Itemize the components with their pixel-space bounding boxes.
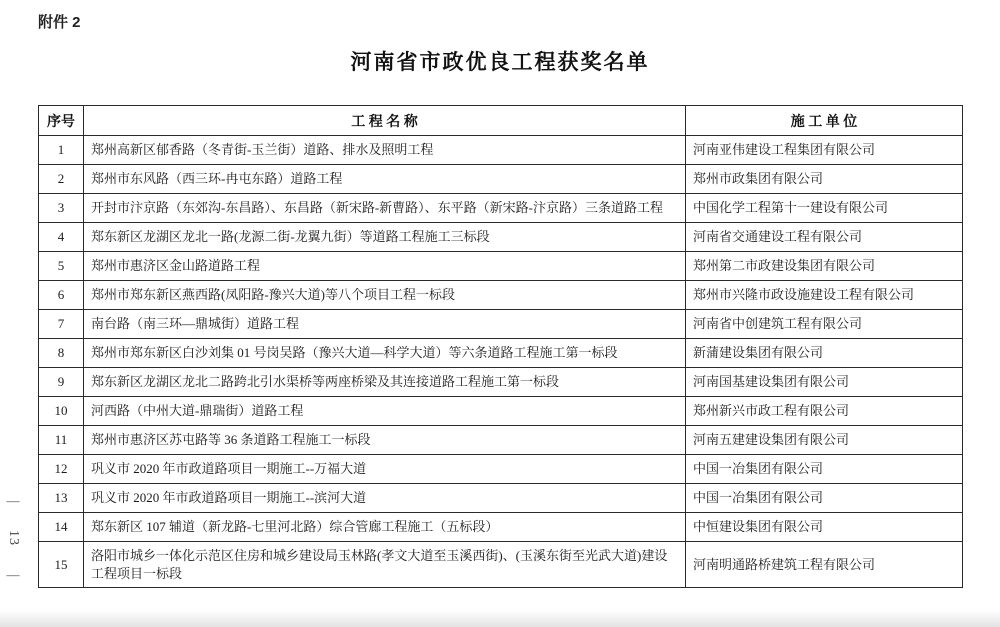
awards-table [38, 105, 963, 588]
table-row [39, 310, 963, 339]
margin-page-number [2, 493, 24, 582]
project-name: 洛阳市城乡一体化示范区住房和城乡建设局玉林路(孝文大道至玉溪西街)、(玉溪东街至光武大道)建设工程项目一标段 [84, 542, 686, 588]
table-row [39, 252, 963, 281]
serial-number: 9 [39, 368, 84, 397]
table-row [39, 426, 963, 455]
project-name: 郑东新区龙湖区龙北二路跨北引水渠桥等两座桥梁及其连接道路工程施工第一标段 [84, 368, 686, 397]
table-row [39, 223, 963, 252]
table-row [39, 542, 963, 588]
table-row [39, 281, 963, 310]
serial-number: 6 [39, 281, 84, 310]
project-name: 郑东新区 107 辅道（新龙路-七里河北路）综合管廊工程施工（五标段） [84, 513, 686, 542]
project-name: 河西路（中州大道-鼎瑞街）道路工程 [84, 397, 686, 426]
table-row [39, 513, 963, 542]
serial-number: 13 [39, 484, 84, 513]
table-row [39, 136, 963, 165]
construction-unit: 河南明通路桥建筑工程有限公司 [686, 542, 963, 588]
page-title: 河南省市政优良工程获奖名单 [350, 51, 650, 74]
construction-unit: 郑州第二市政建设集团有限公司 [686, 252, 963, 281]
page-number-dash-top: — [6, 493, 20, 508]
table-row [39, 397, 963, 426]
serial-number: 15 [39, 542, 84, 588]
serial-number: 2 [39, 165, 84, 194]
header-project-name: 工 程 名 称 [84, 106, 686, 136]
construction-unit: 河南五建建设集团有限公司 [686, 426, 963, 455]
project-name: 郑州高新区郁香路（冬青街-玉兰街）道路、排水及照明工程 [84, 136, 686, 165]
project-name: 郑州市郑东新区燕西路(凤阳路-豫兴大道)等八个项目工程一标段 [84, 281, 686, 310]
page-number: 13 [6, 530, 21, 546]
construction-unit: 郑州新兴市政工程有限公司 [686, 397, 963, 426]
serial-number: 5 [39, 252, 84, 281]
project-name: 南台路（南三环—鼎城街）道路工程 [84, 310, 686, 339]
construction-unit: 中国一冶集团有限公司 [686, 455, 963, 484]
serial-number: 12 [39, 455, 84, 484]
table-row [39, 368, 963, 397]
construction-unit: 中国一冶集团有限公司 [686, 484, 963, 513]
serial-number: 10 [39, 397, 84, 426]
project-name: 巩义市 2020 年市政道路项目一期施工--万福大道 [84, 455, 686, 484]
construction-unit: 郑州市兴隆市政设施建设工程有限公司 [686, 281, 963, 310]
table-row [39, 165, 963, 194]
serial-number: 11 [39, 426, 84, 455]
table-row [39, 194, 963, 223]
serial-number: 14 [39, 513, 84, 542]
project-name: 巩义市 2020 年市政道路项目一期施工--滨河大道 [84, 484, 686, 513]
project-name: 郑州市惠济区苏屯路等 36 条道路工程施工一标段 [84, 426, 686, 455]
project-name: 郑东新区龙湖区龙北一路(龙源二街-龙翼九街）等道路工程施工三标段 [84, 223, 686, 252]
construction-unit: 中国化学工程第十一建设有限公司 [686, 194, 963, 223]
page-number-dash-bottom: — [6, 567, 20, 582]
header-construction-unit: 施 工 单 位 [686, 106, 963, 136]
serial-number: 7 [39, 310, 84, 339]
serial-number: 4 [39, 223, 84, 252]
construction-unit: 中恒建设集团有限公司 [686, 513, 963, 542]
construction-unit: 河南亚伟建设工程集团有限公司 [686, 136, 963, 165]
construction-unit: 河南省中创建筑工程有限公司 [686, 310, 963, 339]
project-name: 郑州市东风路（西三环-冉屯东路）道路工程 [84, 165, 686, 194]
table-row [39, 455, 963, 484]
header-serial-number: 序号 [39, 106, 84, 136]
attachment-label: 附件 2 [38, 14, 81, 31]
serial-number: 3 [39, 194, 84, 223]
project-name: 郑州市郑东新区白沙刘集 01 号岗吴路（豫兴大道—科学大道）等六条道路工程施工第一标段 [84, 339, 686, 368]
serial-number: 1 [39, 136, 84, 165]
construction-unit: 新蒲建设集团有限公司 [686, 339, 963, 368]
scan-edge-shadow [0, 610, 1000, 627]
construction-unit: 郑州市政集团有限公司 [686, 165, 963, 194]
table-header-row [39, 106, 963, 136]
project-name: 郑州市惠济区金山路道路工程 [84, 252, 686, 281]
serial-number: 8 [39, 339, 84, 368]
construction-unit: 河南省交通建设工程有限公司 [686, 223, 963, 252]
table-row [39, 484, 963, 513]
project-name: 开封市汴京路（东郊沟-东昌路）、东昌路（新宋路-新曹路）、东平路（新宋路-汴京路）三条道路工程 [84, 194, 686, 223]
construction-unit: 河南国基建设集团有限公司 [686, 368, 963, 397]
table-row [39, 339, 963, 368]
